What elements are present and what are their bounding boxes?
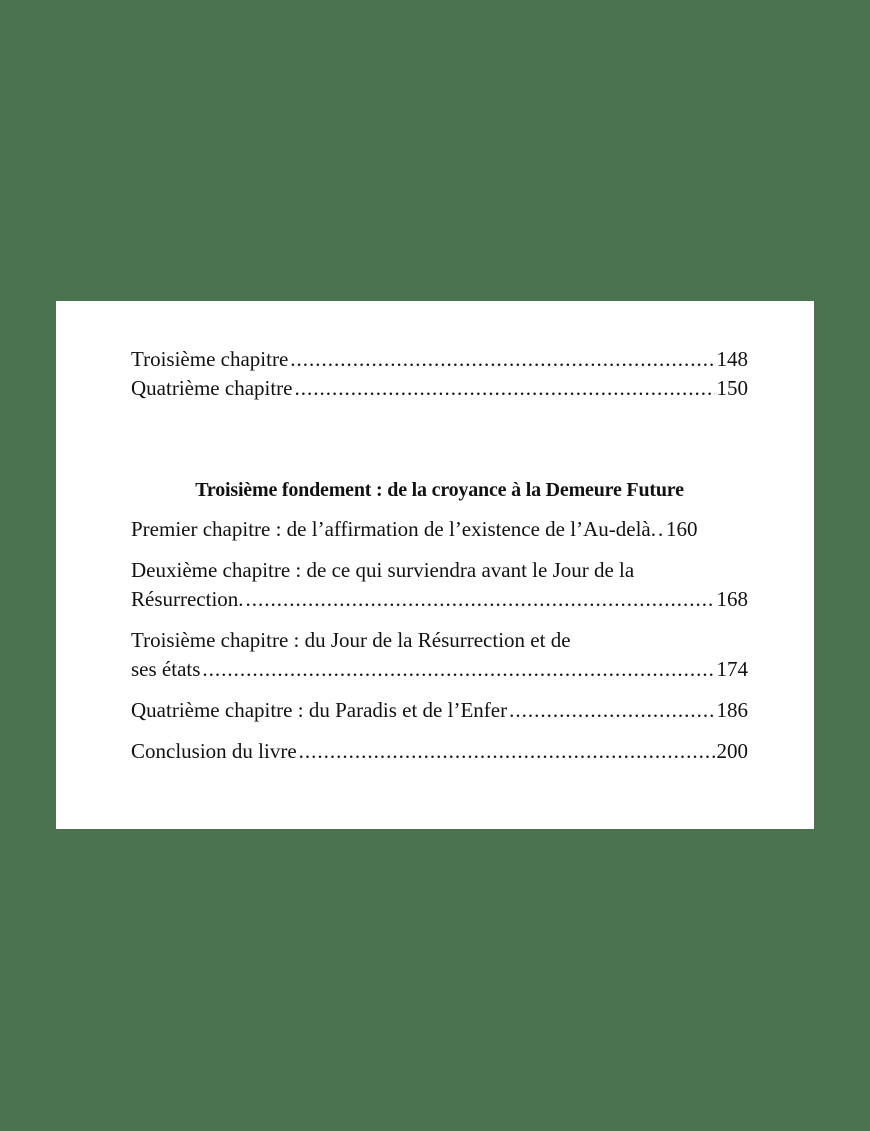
toc-entry-title-line2: ses états bbox=[131, 657, 201, 681]
toc-entry-title: Conclusion du livre bbox=[131, 739, 297, 763]
toc-entry-title-line1: Deuxième chapitre : de ce qui surviendra avant le Jour de la bbox=[131, 558, 635, 582]
toc-entry-page: 174 bbox=[716, 657, 748, 681]
toc-entry bbox=[131, 737, 748, 766]
toc-entry-title: Premier chapitre : de l’affirmation de l’existence de l’Au-delà. bbox=[131, 517, 656, 541]
toc-entry-page: 148 bbox=[716, 347, 748, 371]
dot-leader bbox=[290, 345, 714, 374]
toc-entry bbox=[131, 696, 748, 725]
toc-entry-title-line2: Résurrection. bbox=[131, 587, 244, 611]
toc-entry-page: 168 bbox=[716, 587, 748, 611]
dot-leader bbox=[246, 585, 715, 614]
dot-leader bbox=[658, 515, 664, 544]
section-heading: Troisième fondement : de la croyance à la Demeure Future bbox=[195, 479, 684, 501]
toc-entry-page: 186 bbox=[716, 698, 748, 722]
toc-entry bbox=[131, 345, 748, 374]
toc-entry-title: Quatrième chapitre bbox=[131, 376, 293, 400]
toc-entry-title: Quatrième chapitre : du Paradis et de l’Enfer bbox=[131, 698, 508, 722]
toc-entry-title-line1: Troisième chapitre : du Jour de la Résurrection et de bbox=[131, 628, 571, 652]
toc-entry bbox=[131, 556, 748, 614]
toc-entry-page: 160 bbox=[665, 517, 698, 541]
dot-leader bbox=[202, 655, 714, 684]
toc-entry bbox=[131, 374, 748, 403]
toc-entry-page: 150 bbox=[716, 376, 748, 400]
table-of-contents bbox=[131, 345, 748, 766]
toc-entry-title: Troisième chapitre bbox=[131, 347, 289, 371]
dot-leader bbox=[295, 374, 715, 403]
dot-leader bbox=[509, 696, 714, 725]
toc-entry bbox=[131, 626, 748, 684]
toc-entry-page: 200 bbox=[716, 739, 748, 763]
document-page bbox=[56, 301, 814, 829]
dot-leader bbox=[299, 737, 715, 766]
toc-entry bbox=[131, 515, 748, 544]
